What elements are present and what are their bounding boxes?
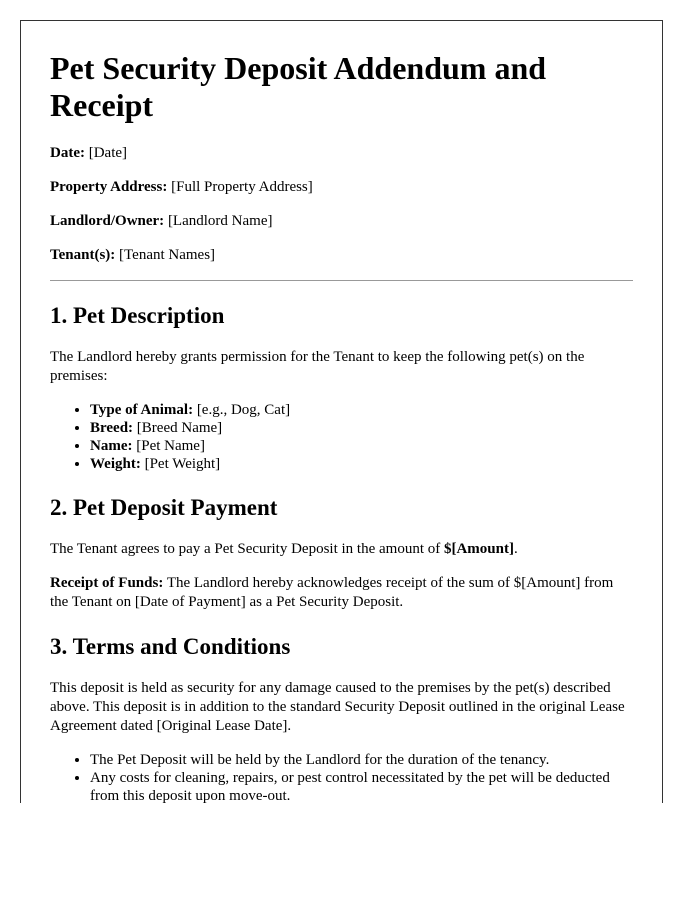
- terms-list: [50, 751, 633, 803]
- item-value: [e.g., Dog, Cat]: [196, 402, 291, 418]
- field-value: [Date]: [88, 145, 128, 161]
- list-item: [90, 437, 633, 455]
- field-label: Landlord/Owner:: [50, 213, 165, 229]
- tenants-field: [50, 246, 633, 265]
- paragraph-text: The Tenant agrees to pay a Pet Security Deposit in the amount of: [50, 541, 444, 557]
- deposit-amount: $[Amount]: [443, 541, 514, 557]
- item-label: Name:: [90, 438, 133, 454]
- item-value: [Breed Name]: [136, 420, 223, 436]
- divider: [50, 280, 633, 281]
- field-value: [Tenant Names]: [119, 247, 216, 263]
- receipt-paragraph: [50, 574, 633, 612]
- item-label: Weight:: [90, 456, 141, 472]
- section-heading-terms: 3. Terms and Conditions: [50, 634, 291, 659]
- list-item: • The Pet Deposit will be held by the Landlord for the duration of the tenancy.: [90, 751, 633, 769]
- property-address-field: [50, 178, 633, 197]
- paragraph-text: .: [513, 541, 518, 557]
- receipt-label: Receipt of Funds:: [50, 575, 164, 591]
- section-heading-pet-description: 1. Pet Description: [50, 303, 225, 328]
- list-item: [90, 419, 633, 437]
- receipt-text: The Landlord hereby acknowledges receipt of the sum of $[Amount] from the Tenant on [Date of Payment] as a Pet Security Deposit.: [50, 575, 614, 610]
- item-value: [Pet Name]: [136, 438, 205, 454]
- deposit-amount-paragraph: [50, 540, 633, 559]
- list-item: [90, 401, 633, 419]
- field-label: Property Address:: [50, 179, 168, 195]
- landlord-field: [50, 212, 633, 231]
- item-label: Breed:: [90, 420, 134, 436]
- item-label: Type of Animal:: [90, 402, 194, 418]
- field-value: [Full Property Address]: [171, 179, 313, 195]
- field-label: Tenant(s):: [50, 247, 116, 263]
- item-value: [Pet Weight]: [144, 456, 221, 472]
- list-item: • Any costs for cleaning, repairs, or pest control necessitated by the pet will be deducted from this deposit upon move-out.: [90, 769, 633, 803]
- pet-details-list: [50, 401, 633, 473]
- document-page: [20, 20, 663, 803]
- date-field: [50, 144, 633, 163]
- document-title: Pet Security Deposit Addendum and Receipt: [50, 50, 547, 123]
- pet-description-intro: The Landlord hereby grants permission for the Tenant to keep the following pet(s) on the premises:: [50, 349, 585, 384]
- list-item: [90, 455, 633, 473]
- terms-paragraph: This deposit is held as security for any damage caused to the premises by the pet(s) described above. This deposit is in addition to the standard Security Deposit outlined in the original Lease Agreement dated [Original Lease Date].: [50, 680, 625, 734]
- section-heading-deposit-payment: 2. Pet Deposit Payment: [50, 495, 278, 520]
- field-label: Date:: [50, 145, 85, 161]
- field-value: [Landlord Name]: [167, 213, 273, 229]
